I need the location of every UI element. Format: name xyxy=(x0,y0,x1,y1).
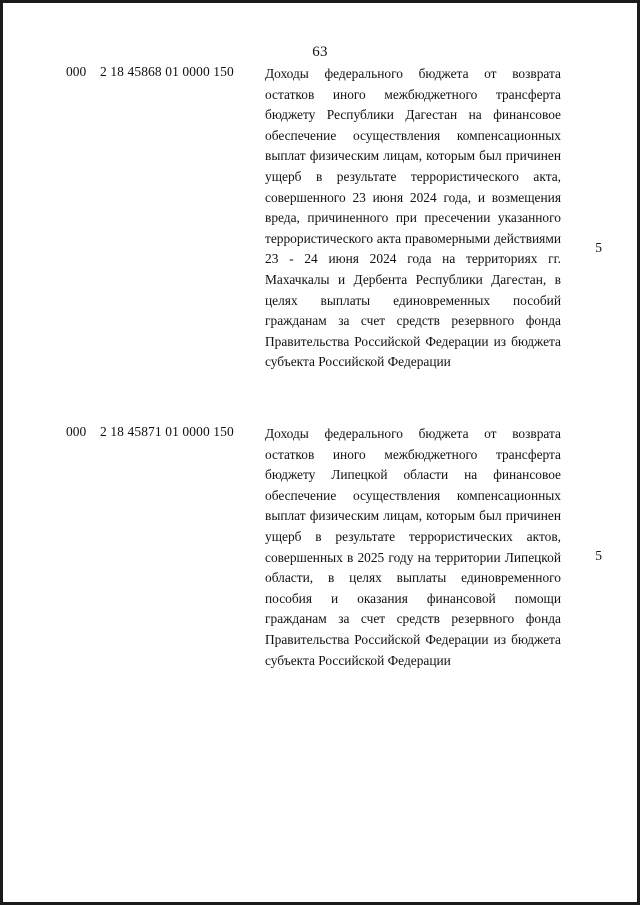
row-admin-code: 000 xyxy=(66,64,87,79)
row-amount: 5 xyxy=(595,548,602,563)
row-admin-code: 000 xyxy=(66,424,87,439)
budget-code-table xyxy=(0,64,640,724)
row-description: Доходы федерального бюджета от возврата остатков иного межбюджетного трансферта бюджету Республики Дагестан на финансовое обеспечение осуществления компенсационных выплат физическим лицам, которым был причинен ущерб в результате террористического акта, совершенного 23 июня 2024 года, и возмещения вреда, причиненного при пресечении указанного террористического акта правомерными действиями 23 - 24 июня 2024 года на территориях гг. Махачкалы и Дербента Республики Дагестан, в целях выплаты единовременных пособий гражданам за счет средств резервного фонда Правительства Российской Федерации из бюджета субъекта Российской Федерации xyxy=(265,66,561,370)
row-amount: 5 xyxy=(595,240,602,255)
row-income-code: 2 18 45868 01 0000 150 xyxy=(100,64,234,79)
page-number: 63 xyxy=(312,44,328,60)
table-row xyxy=(0,64,640,424)
row-income-code: 2 18 45871 01 0000 150 xyxy=(100,424,234,439)
row-description: Доходы федерального бюджета от возврата остатков иного межбюджетного трансферта бюджету Липецкой области на финансовое обеспечение осуществления компенсационных выплат физическим лицам, которым был причинен ущерб в результате террористических актов, совершенных в 2025 году на территории Липецкой области, в целях выплаты единовременного пособия и оказания финансовой помощи гражданам за счет средств резервного фонда Правительства Российской Федерации из бюджета субъекта Российской Федерации xyxy=(265,426,561,668)
table-row xyxy=(0,424,640,724)
